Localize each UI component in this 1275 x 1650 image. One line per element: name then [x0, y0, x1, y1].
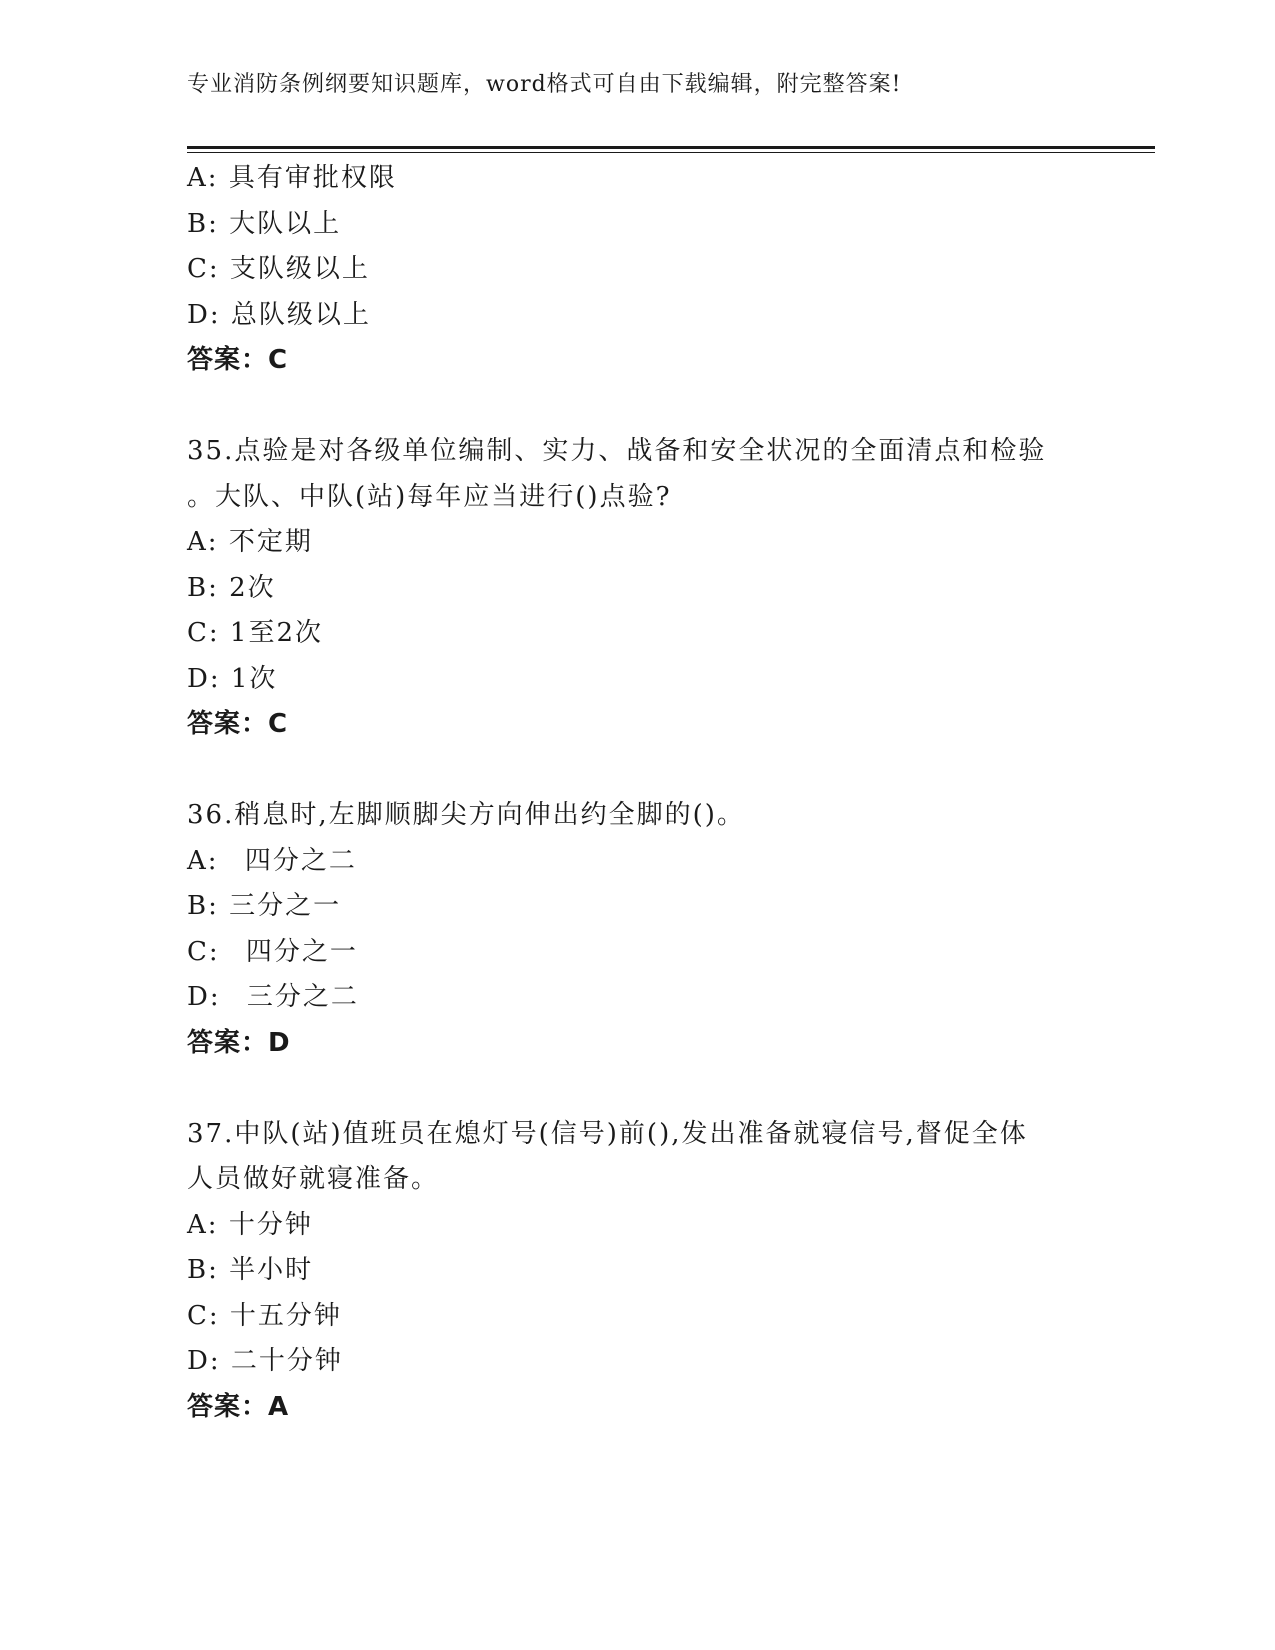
option-b: B: 三分之一 [187, 891, 342, 921]
question-text-line: 35.点验是对各级单位编制、实力、战备和安全状况的全面清点和检验 [187, 436, 1047, 466]
answer-line: 答案：A [187, 1391, 290, 1422]
option-c: C: 1至2次 [187, 618, 324, 648]
question-text-line: 36.稍息时,左脚顺脚尖方向伸出约全脚的()。 [187, 800, 745, 830]
option-b: B: 大队以上 [187, 208, 342, 239]
page-header-title: 专业消防条例纲要知识题库，word格式可自由下载编辑，附完整答案! [187, 72, 902, 97]
answer-line: 答案：D [187, 1027, 291, 1058]
header-rule-thick [187, 146, 1155, 149]
option-b: B: 半小时 [187, 1255, 314, 1285]
block-spacer [187, 384, 1087, 430]
option-a: A: 四分之二 [187, 845, 357, 876]
option-c: C: 四分之一 [187, 936, 358, 967]
question-block-37 [187, 1112, 1087, 1431]
question-block-36 [187, 793, 1087, 1066]
option-a: A: 不定期 [187, 527, 313, 557]
question-text-line: 37.中队(站)值班员在熄灯号(信号)前(),发出准备就寝信号,督促全体 [187, 1118, 1028, 1149]
question-text-line: 人员做好就寝准备。 [187, 1164, 440, 1194]
option-b: B: 2次 [187, 572, 276, 603]
option-c: C: 十五分钟 [187, 1300, 342, 1331]
question-text-line: 。大队、中队(站)每年应当进行()点验? [187, 481, 672, 512]
block-spacer [187, 748, 1087, 794]
option-d: D: 1次 [187, 663, 278, 694]
header-rule-thin [187, 152, 1155, 153]
answer-line: 答案：C [187, 709, 289, 739]
question-block-34 [187, 156, 1087, 384]
block-spacer [187, 1066, 1087, 1112]
option-c: C: 支队级以上 [187, 254, 370, 284]
option-a: A: 十分钟 [187, 1209, 313, 1240]
answer-line: 答案：C [187, 345, 289, 375]
option-d: D: 三分之二 [187, 982, 359, 1012]
option-d: D: 二十分钟 [187, 1346, 343, 1376]
question-list [187, 156, 1087, 1430]
option-a: A: 具有审批权限 [187, 163, 397, 193]
question-block-35 [187, 429, 1087, 748]
option-d: D: 总队级以上 [187, 299, 371, 330]
